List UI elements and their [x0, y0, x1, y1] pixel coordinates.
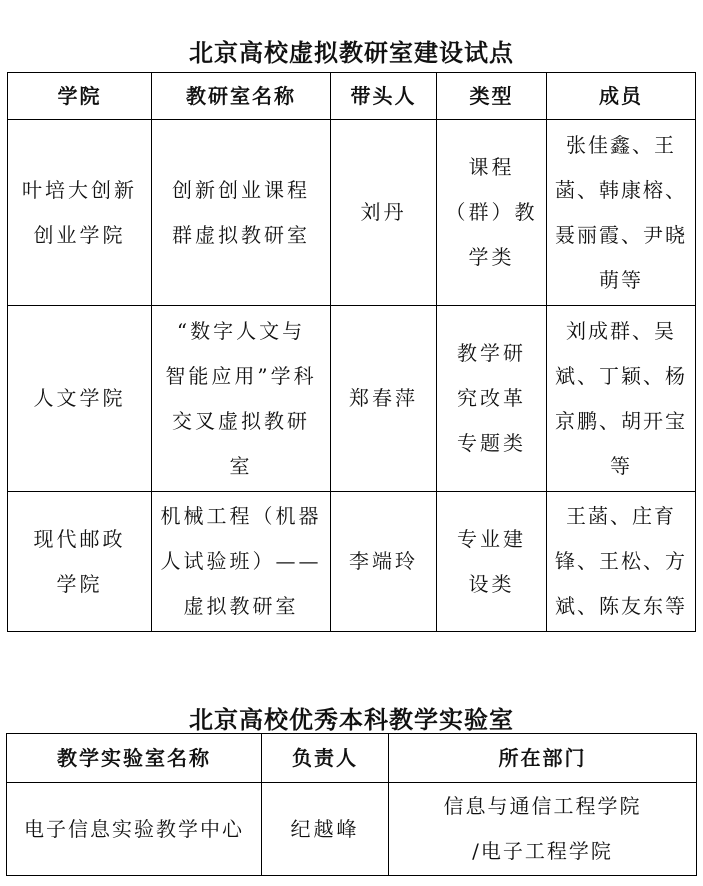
header-lab-name: 教学实验室名称 — [7, 734, 262, 783]
members-cell: 张佳鑫、王 菡、韩康榕、 聂丽霞、尹晓 萌等 — [547, 120, 696, 306]
header-lab-name: 教研室名称 — [152, 73, 331, 120]
college-cell: 人文学院 — [8, 306, 152, 492]
header-type: 类型 — [437, 73, 547, 120]
header-leader: 负责人 — [262, 734, 389, 783]
members-cell: 王菡、庄育 锋、王松、方 斌、陈友东等 — [547, 492, 696, 632]
table-row — [8, 492, 696, 632]
virtual-teaching-lab-table — [7, 72, 696, 632]
header-college: 学院 — [8, 73, 152, 120]
department-cell: 信息与通信工程学院 /电子工程学院 — [389, 783, 697, 876]
table-row — [7, 783, 697, 876]
excellent-lab-table-title: 北京高校优秀本科教学实验室 — [189, 706, 514, 734]
type-cell: 教学研 究改革 专题类 — [437, 306, 547, 492]
members-cell: 刘成群、吴 斌、丁颖、杨 京鹏、胡开宝 等 — [547, 306, 696, 492]
header-department: 所在部门 — [389, 734, 697, 783]
leader-cell: 郑春萍 — [331, 306, 437, 492]
table-row — [8, 120, 696, 306]
college-cell: 叶培大创新 创业学院 — [8, 120, 152, 306]
leader-cell: 李端玲 — [331, 492, 437, 632]
table-row — [8, 306, 696, 492]
lab-name-cell: 电子信息实验教学中心 — [7, 783, 262, 876]
leader-cell: 纪越峰 — [262, 783, 389, 876]
lab-name-cell: 机械工程（机器 人试验班）—— 虚拟教研室 — [152, 492, 331, 632]
header-members: 成员 — [547, 73, 696, 120]
college-cell: 现代邮政 学院 — [8, 492, 152, 632]
lab-name-cell: 创新创业课程 群虚拟教研室 — [152, 120, 331, 306]
leader-cell: 刘丹 — [331, 120, 437, 306]
type-cell: 课程 （群）教 学类 — [437, 120, 547, 306]
table-header-row — [8, 73, 696, 120]
table-header-row — [7, 734, 697, 783]
type-cell: 专业建 设类 — [437, 492, 547, 632]
excellent-teaching-lab-table — [6, 733, 697, 876]
virtual-lab-table-title: 北京高校虚拟教研室建设试点 — [189, 39, 514, 67]
header-leader: 带头人 — [331, 73, 437, 120]
lab-name-cell: “数字人文与 智能应用”学科 交叉虚拟教研 室 — [152, 306, 331, 492]
